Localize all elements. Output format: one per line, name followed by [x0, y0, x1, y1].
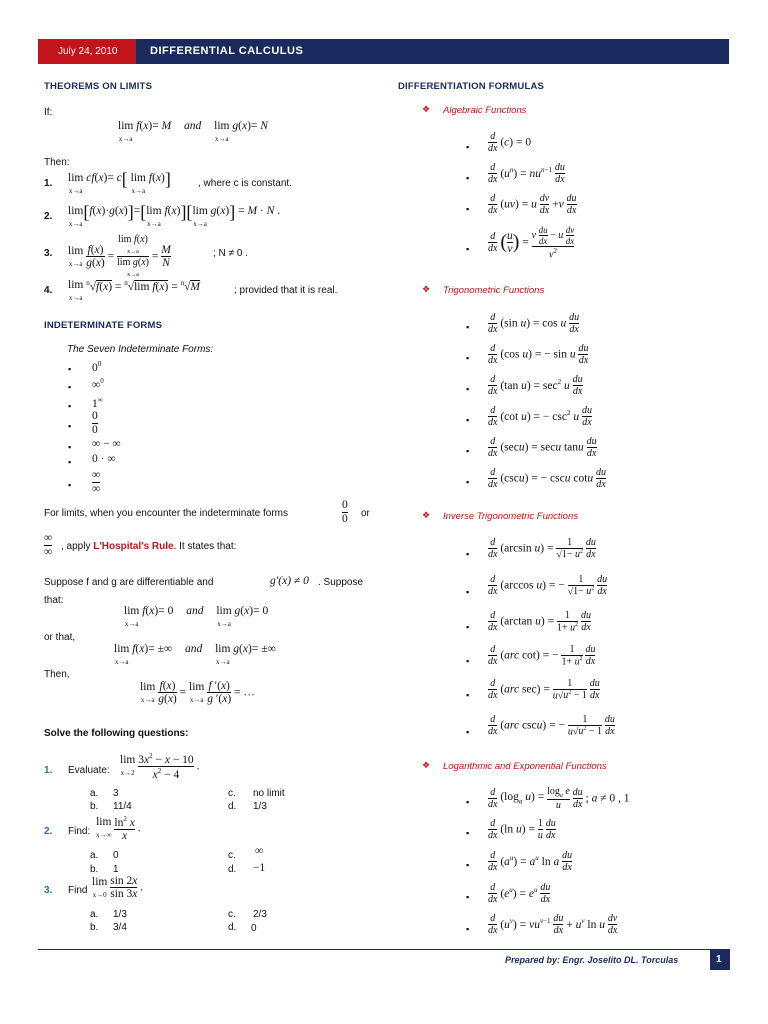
header-date: July 24, 2010: [58, 46, 118, 57]
formula-bullet: ▪: [466, 322, 470, 332]
indeterminate-section-title: INDETERMINATE FORMS: [44, 320, 163, 331]
question-3-expr: lim x→0 sin 2x sin 3x .: [92, 875, 144, 900]
formula-sin: $\frac{d}{dx}$ (sin u) = cos u $\frac{du}{dx}$: [488, 312, 580, 335]
formula-bullet: ▪: [466, 384, 470, 394]
question-1-choice-c: no limit: [253, 788, 285, 799]
question-1-choice-c-letter: c.: [228, 788, 236, 799]
solve-title: Solve the following questions:: [44, 728, 189, 739]
question-2-choice-b-letter: b.: [90, 864, 99, 875]
form-4: 0 0: [92, 410, 98, 436]
form-bullet: ▪: [68, 382, 72, 392]
formula-bullet: ▪: [466, 446, 470, 456]
form-2: ∞$^0$: [92, 377, 104, 391]
formula-quotient: $\frac{d}{dx}$ ($\frac{u}{v}$ ) = v $\frac{du}{dx}$ − u $\frac{dv}{dx}$ $v^2$: [488, 225, 575, 261]
group-log-exp-title: Logarithmic and Exponential Functions: [443, 761, 607, 772]
lhospital-statement: [61, 541, 236, 552]
question-2-choice-c-letter: c.: [228, 850, 236, 861]
question-3-choice-b-letter: b.: [90, 922, 99, 933]
lhospital-text-3: . It states that:: [173, 541, 237, 552]
formula-power: $\frac{d}{dx}$ $(u^n) = nu^{n-1} \frac{du}{dx}$: [488, 162, 565, 185]
formula-bullet: ▪: [466, 173, 470, 183]
question-2-choice-d-letter: d.: [228, 864, 237, 875]
form-5: ∞ − ∞: [92, 438, 121, 450]
theorem-4-number: 4.: [44, 285, 53, 296]
theorem-2-formula: lim x→a[f(x)·g(x)]=[lim x→a f(x)][lim x→a g(x)] = M · N .: [68, 202, 281, 228]
theorem-4-formula: lim x→a $^n$√f(x) = $^n$√lim f(x) = $^n$√M: [68, 279, 200, 302]
lhospital-zero-over-zero: 0 0: [342, 499, 348, 525]
then-label: Then:: [44, 157, 70, 168]
diamond-icon: ❖: [422, 104, 431, 114]
form-bullet: ▪: [68, 421, 72, 431]
question-2-choice-c: ∞: [255, 845, 264, 857]
group-trig-title: Trigonometric Functions: [443, 285, 545, 296]
question-2-choice-d: −1: [253, 862, 266, 874]
lhospital-rule-name: L'Hospital's Rule: [93, 541, 174, 552]
formula-bullet: ▪: [466, 622, 470, 632]
formula-ln: $\frac{d}{dx}$ (ln u) = 1 u $\frac{du}{dx}$: [488, 818, 556, 841]
question-1-choice-b: 11/4: [113, 801, 132, 812]
form-bullet: ▪: [68, 364, 72, 374]
suppose-text-1: Suppose f and g are differentiable and: [44, 577, 214, 588]
orthat-label: or that,: [44, 632, 76, 643]
formula-bullet: ▪: [466, 477, 470, 487]
question-3-choice-a-letter: a.: [90, 909, 99, 920]
form-1: $0^0$: [92, 360, 102, 374]
suppose-text-2: . Suppose: [318, 577, 364, 588]
question-3-choice-c: 2/3: [253, 909, 267, 920]
theorem-3-number: 3.: [44, 248, 53, 259]
limits-section-title: THEOREMS ON LIMITS: [44, 81, 153, 92]
form-6: 0 · ∞: [92, 453, 116, 465]
lhospital-text-2: , apply: [61, 541, 91, 552]
question-3-choice-c-letter: c.: [228, 909, 236, 920]
question-1-choice-d-letter: d.: [228, 801, 237, 812]
question-2-choice-b: 1: [113, 864, 119, 875]
footer-rule: [38, 949, 730, 950]
diamond-icon: ❖: [422, 760, 431, 770]
theorem-2-number: 2.: [44, 211, 53, 222]
formula-bullet: ▪: [466, 797, 470, 807]
question-3-choice-d-letter: d.: [228, 922, 237, 933]
formula-cos: $\frac{d}{dx}$ (cos u) = − sin u $\frac{du}{dx}$: [488, 343, 589, 366]
diamond-icon: ❖: [422, 284, 431, 294]
question-1-choice-b-letter: b.: [90, 801, 99, 812]
formula-arccot: $\frac{d}{dx}$ (arc cot) = − 1 $1+ u^2$ $\frac{du}{dx}$: [488, 644, 596, 668]
formula-a-pow-u: $\frac{d}{dx}$ $(a^u) = a^u$ ln a $\frac{du}{dx}$: [488, 850, 573, 873]
formula-arctan: $\frac{d}{dx}$ (arctan u) = 1 $1+ u^2$ $\frac{du}{dx}$: [488, 610, 591, 634]
formula-csc: $\frac{d}{dx}$ (cscu) = − cscu cotu $\frac{du}{dx}$: [488, 467, 607, 490]
page-number: 1: [716, 954, 722, 965]
formula-sec: $\frac{d}{dx}$ (secu) = secu tanu $\frac{du}{dx}$: [488, 436, 597, 459]
question-3-choice-d: 0: [251, 923, 257, 934]
formula-bullet: ▪: [466, 924, 470, 934]
form-bullet: ▪: [68, 457, 72, 467]
theorem-3-note: ; N ≠ 0 .: [213, 248, 248, 259]
formula-bullet: ▪: [466, 415, 470, 425]
theorem-1-note: , where c is constant.: [198, 178, 292, 189]
form-bullet: ▪: [68, 442, 72, 452]
formula-bullet: ▪: [466, 892, 470, 902]
lhospital-text-1: For limits, when you encounter the indeterminate forms: [44, 508, 288, 519]
question-1-choice-a-letter: a.: [90, 788, 99, 799]
formula-bullet: ▪: [466, 142, 470, 152]
question-3-choice-a: 1/3: [113, 909, 127, 920]
form-7: ∞ ∞: [92, 469, 101, 495]
question-2-expr: lim x→∞ $\ln^2 x$ x .: [96, 815, 141, 842]
group-algebraic-title: Algebraic Functions: [443, 105, 527, 116]
question-2-choice-a-letter: a.: [90, 850, 99, 861]
question-3-number: 3.: [44, 885, 53, 896]
theorem-3-formula: lim x→a f(x) g(x) = lim f(x) x→a lim g(x) $x\to a = \frac{M}{N}$: [68, 234, 171, 278]
diamond-icon: ❖: [422, 510, 431, 520]
lhospital-rule-formula: lim x→a f(x) g(x) = lim x→a f ′(x) g ′(x) = …: [140, 680, 255, 705]
question-1-expr: lim x→2 $3x^2 - x - 10$ $x^2 - 4$ .: [120, 752, 200, 781]
question-2-number: 2.: [44, 826, 53, 837]
form-bullet: ▪: [68, 401, 72, 411]
if-formula: lim x→a f(x)= M and lim x→a g(x)= N: [118, 120, 268, 143]
formula-log-a: $\frac{d}{dx}$ ($\log_a$ $u) = \log_a e$ u $\frac{du}{dx}$ ; a ≠ 0 , 1: [488, 786, 630, 811]
formula-e-pow-u: $\frac{d}{dx}$ $(e^u) = e^u \frac{du}{dx}$: [488, 882, 551, 905]
question-1-number: 1.: [44, 765, 53, 776]
formula-bullet: ▪: [466, 549, 470, 559]
question-2-prompt: Find:: [68, 826, 91, 837]
formula-bullet: ▪: [466, 690, 470, 700]
lhospital-or: or: [361, 508, 370, 519]
theorem-1-formula: lim x→a cf(x)= c[ lim x→a f(x)]: [68, 169, 171, 195]
suppose-condition: g′(x) ≠ 0: [270, 575, 309, 587]
formula-constant: $\frac{d}{dx}$ (c) = 0: [488, 131, 532, 154]
formula-arcsin: $\frac{d}{dx}$ (arcsin u) = 1 $√1- u^2$ $\frac{du}{dx}$: [488, 537, 596, 561]
case-1-formula: lim x→a f(x)= 0 and lim x→a g(x)= 0: [124, 605, 269, 628]
question-3-choice-b: 3/4: [113, 922, 127, 933]
formula-bullet: ▪: [466, 244, 470, 254]
formula-bullet: ▪: [466, 860, 470, 870]
formula-bullet: ▪: [466, 656, 470, 666]
formula-u-pow-v: $\frac{d}{dx}$ $(u^v) = vu^{v-1} \frac{du}{dx}$ + $u^v$ ln u $\frac{dv}{dx}$: [488, 913, 618, 936]
formula-arccos: $\frac{d}{dx}$ (arccos u) = − 1 $√1- u^2$ $\frac{du}{dx}$: [488, 574, 608, 598]
diff-formulas-title: DIFFERENTIATION FORMULAS: [398, 81, 545, 92]
question-3-prompt: Find: [68, 885, 88, 896]
formula-bullet: ▪: [466, 727, 470, 737]
case-2-formula: lim x→a f(x)= ±∞ and lim x→a g(x)= ±∞: [114, 643, 276, 666]
group-inverse-trig-title: Inverse Trigonometric Functions: [443, 511, 578, 522]
seven-forms-label: The Seven Indeterminate Forms:: [67, 344, 214, 355]
question-1-prompt: Evaluate:: [68, 765, 110, 776]
lhospital-inf-over-inf: ∞ ∞: [44, 532, 53, 558]
footer-author: Prepared by: Engr. Joselito DL. Torculas: [505, 955, 679, 965]
header-title: DIFFERENTIAL CALCULUS: [150, 45, 304, 57]
formula-cot: $\frac{d}{dx}$ (cot u) = − $\csc^2 u \frac{du}{dx}$: [488, 405, 592, 428]
question-1-choice-d: 1/3: [253, 801, 267, 812]
question-1-choice-a: 3: [113, 788, 119, 799]
that-label: that:: [44, 595, 64, 606]
formula-arccsc: $\frac{d}{dx}$ (arc cscu) = − 1 $u√u^2 - 1$ $\frac{du}{dx}$: [488, 714, 615, 738]
theorem-1-number: 1.: [44, 178, 53, 189]
formula-bullet: ▪: [466, 353, 470, 363]
theorem-4-note: ; provided that it is real.: [234, 285, 338, 296]
formula-tan: $\frac{d}{dx}$ (tan $u) = \sec^2 u \frac{du}{dx}$: [488, 374, 583, 397]
formula-bullet: ▪: [466, 828, 470, 838]
formula-product: $\frac{d}{dx}$ (uv) = u $\frac{dv}{dx}$ $+v \frac{du}{dx}$: [488, 193, 577, 216]
form-bullet: ▪: [68, 480, 72, 490]
formula-arcsec: $\frac{d}{dx}$ (arc sec) = 1 $u√u^2 - 1$ $\frac{du}{dx}$: [488, 678, 600, 702]
question-2-choice-a: 0: [113, 850, 119, 861]
then-2-label: Then,: [44, 669, 70, 680]
formula-bullet: ▪: [466, 204, 470, 214]
if-label: If:: [44, 107, 53, 118]
formula-bullet: ▪: [466, 587, 470, 597]
form-3: 1∞: [92, 396, 103, 410]
